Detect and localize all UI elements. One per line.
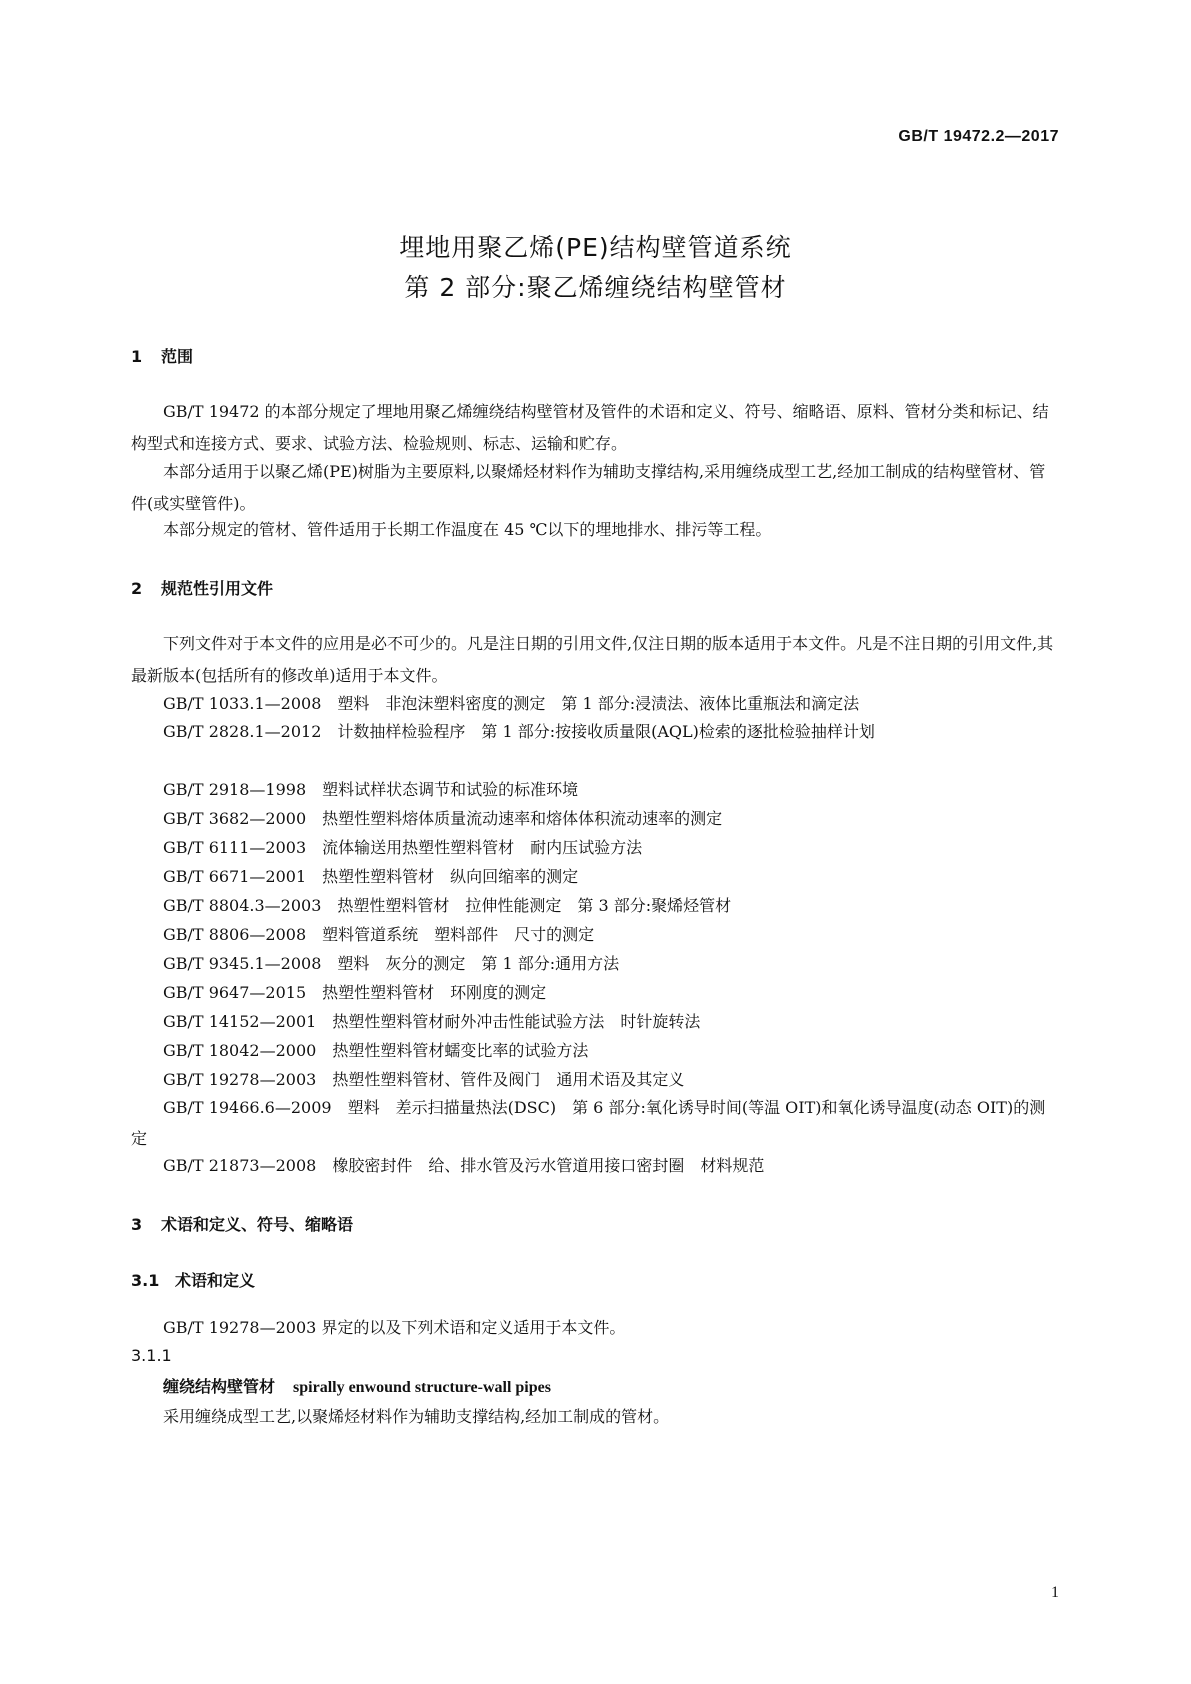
document-title-line2: 第 2 部分:聚乙烯缠绕结构壁管材 (404, 273, 787, 302)
section-title: 术语和定义、符号、缩略语 (161, 1215, 354, 1234)
reference-code: GB/T 6671—2001 (163, 867, 307, 886)
reference-item (163, 861, 1063, 892)
reference-item (163, 688, 1063, 719)
section-1-heading (131, 344, 193, 367)
reference-code: GB/T 3682—2000 (163, 809, 307, 828)
reference-code: GB/T 14152—2001 (163, 1012, 317, 1031)
page-number: 1 (1051, 1584, 1059, 1601)
reference-item (163, 1006, 1063, 1037)
term-definition: 采用缠绕成型工艺,以聚烯烃材料作为辅助支撑结构,经加工制成的管材。 (163, 1407, 670, 1426)
reference-item (163, 919, 1063, 950)
reference-title: 塑料试样状态调节和试验的标准环境 (322, 780, 579, 799)
reference-item (163, 977, 1063, 1008)
scope-paragraph-1: GB/T 19472 的本部分规定了埋地用聚乙烯缠绕结构壁管材及管件的术语和定义、符号、缩略语、原料、管材分类和标记、结构型式和连接方式、要求、试验方法、检验规则、标志、运输和贮存。 (131, 402, 1049, 453)
reference-code: GB/T 8804.3—2003 (163, 896, 322, 915)
reference-title: 热塑性塑料熔体质量流动速率和熔体体积流动速率的测定 (322, 809, 723, 828)
section-number: 2 (131, 579, 143, 598)
reference-item (131, 1092, 1061, 1154)
reference-title: 计数抽样检验程序 第 1 部分:按接收质量限(AQL)检索的逐批检验抽样计划 (337, 722, 875, 741)
reference-title: 热塑性塑料管材、管件及阀门 通用术语及其定义 (332, 1070, 685, 1089)
section-title: 范围 (161, 347, 194, 366)
reference-code: GB/T 1033.1—2008 (163, 694, 322, 713)
reference-title: 塑料管道系统 塑料部件 尺寸的测定 (322, 925, 595, 944)
section-number: 1 (131, 347, 143, 366)
scope-paragraph-3: 本部分规定的管材、管件适用于长期工作温度在 45 ℃以下的埋地排水、排污等工程。 (163, 520, 772, 539)
reference-code: GB/T 6111—2003 (163, 838, 307, 857)
reference-title: 塑料 非泡沫塑料密度的测定 第 1 部分:浸渍法、液体比重瓶法和滴定法 (337, 694, 860, 713)
reference-item (163, 832, 1063, 863)
references-intro: 下列文件对于本文件的应用是必不可少的。凡是注日期的引用文件,仅注日期的版本适用于本文件。凡是不注日期的引用文件,其最新版本(包括所有的修改单)适用于本文件。 (131, 634, 1054, 685)
term-number: 3.1.1 (131, 1346, 172, 1365)
reference-item (163, 803, 1063, 834)
reference-item (131, 716, 1061, 747)
reference-item (163, 948, 1063, 979)
reference-title: 热塑性塑料管材蠕变比率的试验方法 (332, 1041, 589, 1060)
reference-item (163, 1064, 1063, 1095)
reference-title: 热塑性塑料管材 拉伸性能测定 第 3 部分:聚烯烃管材 (337, 896, 732, 915)
reference-title: 塑料 灰分的测定 第 1 部分:通用方法 (337, 954, 620, 973)
reference-code: GB/T 19466.6—2009 (163, 1098, 332, 1117)
reference-code: GB/T 21873—2008 (163, 1156, 317, 1175)
section-number: 3 (131, 1215, 143, 1234)
reference-code: GB/T 9345.1—2008 (163, 954, 322, 973)
section-3-heading (131, 1212, 353, 1235)
reference-title: 橡胶密封件 给、排水管及污水管道用接口密封圈 材料规范 (332, 1156, 765, 1175)
scope-paragraph-2: 本部分适用于以聚乙烯(PE)树脂为主要原料,以聚烯烃材料作为辅助支撑结构,采用缠绕成型工艺,经加工制成的结构壁管材、管件(或实壁管件)。 (131, 462, 1046, 513)
reference-title: 流体输送用热塑性塑料管材 耐内压试验方法 (322, 838, 643, 857)
reference-code: GB/T 8806—2008 (163, 925, 307, 944)
reference-code: GB/T 18042—2000 (163, 1041, 317, 1060)
subsection-number: 3.1 (131, 1271, 160, 1290)
term-english: spirally enwound structure-wall pipes (293, 1379, 551, 1396)
section-2-heading (131, 576, 273, 599)
reference-title: 热塑性塑料管材 纵向回缩率的测定 (322, 867, 579, 886)
term-chinese: 缠绕结构壁管材 (163, 1377, 276, 1396)
reference-code: GB/T 19278—2003 (163, 1070, 317, 1089)
reference-title: 塑料 差示扫描量热法(DSC) 第 6 部分:氧化诱导时间(等温 OIT)和氧化诱导温度(动态 OIT)的测定 (131, 1098, 1046, 1148)
subsection-3-1-heading (131, 1268, 255, 1291)
term-entry (163, 1374, 551, 1397)
reference-item (163, 774, 1063, 805)
terms-intro: GB/T 19278—2003 界定的以及下列术语和定义适用于本文件。 (163, 1318, 626, 1337)
reference-code: GB/T 2918—1998 (163, 780, 307, 799)
reference-item (163, 890, 1063, 921)
reference-item (163, 1035, 1063, 1066)
standard-code: GB/T 19472.2—2017 (898, 128, 1059, 145)
reference-code: GB/T 2828.1—2012 (163, 722, 322, 741)
reference-title: 热塑性塑料管材 环刚度的测定 (322, 983, 547, 1002)
section-title: 规范性引用文件 (161, 579, 274, 598)
reference-item (163, 1150, 1063, 1181)
reference-title: 热塑性塑料管材耐外冲击性能试验方法 时针旋转法 (332, 1012, 701, 1031)
subsection-title: 术语和定义 (175, 1271, 256, 1290)
document-title-line1: 埋地用聚乙烯(PE)结构壁管道系统 (399, 233, 792, 262)
reference-code: GB/T 9647—2015 (163, 983, 307, 1002)
